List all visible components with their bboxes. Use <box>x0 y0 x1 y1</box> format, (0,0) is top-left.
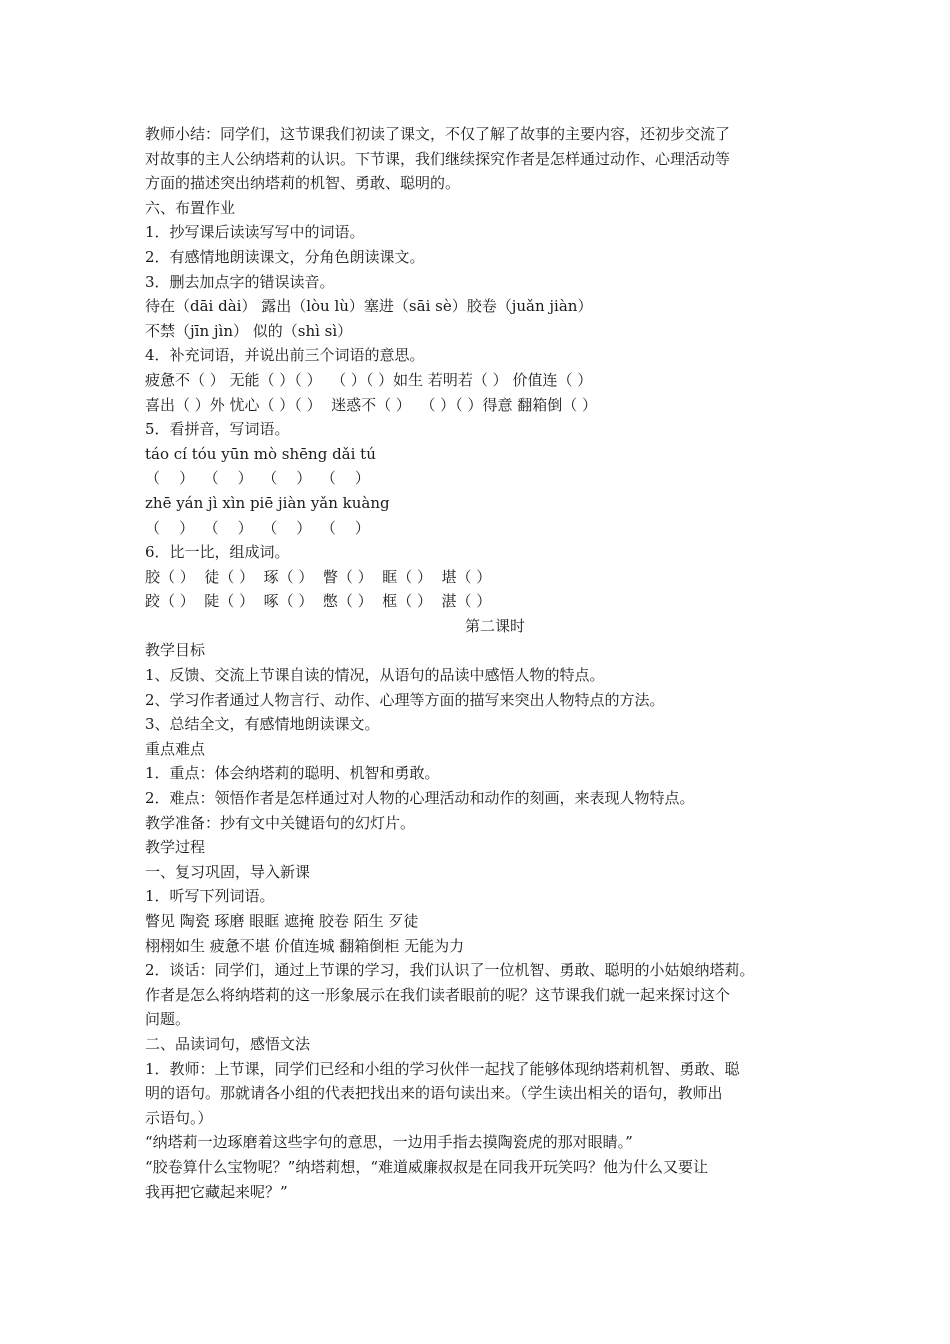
text-line: 作者是怎么将纳塔莉的这一形象展示在我们读者眼前的呢？这节课我们就一起来探讨这个 <box>145 985 731 1004</box>
text-line: 对故事的主人公纳塔莉的认识。下节课，我们继续探究作者是怎样通过动作、心理活动等 <box>145 149 731 168</box>
section-heading: 六、布置作业 <box>145 198 236 217</box>
text-line: 1．抄写课后读读写写中的词语。 <box>145 223 365 242</box>
text-line: 1、反馈、交流上节课自读的情况，从语句的品读中感悟人物的特点。 <box>145 666 605 685</box>
text-line: 6．比一比，组成词。 <box>145 543 290 562</box>
document-page <box>145 122 845 1204</box>
text-line: 2．谈话：同学们，通过上节课的学习，我们认识了一位机智、勇敢、聪明的小姑娘纳塔莉。 <box>145 961 755 980</box>
pinyin-line: táo cí tóu yūn mò shēng dǎi tú <box>145 444 376 463</box>
text-line: 明的语句。那就请各小组的代表把找出来的语句读出来。（学生读出相关的语句，教师出 <box>145 1084 723 1103</box>
text-line: 瞥见 陶瓷 琢磨 眼眶 遮掩 胶卷 陌生 歹徒 <box>145 912 419 930</box>
blank-line: （ ） （ ） （ ） （ ） <box>145 469 370 488</box>
text-line: 1．教师：上节课，同学们已经和小组的学习伙伴一起找了能够体现纳塔莉机智、勇敢、聪 <box>145 1059 740 1078</box>
text-line: 教学准备：抄有文中关键语句的幻灯片。 <box>145 813 416 832</box>
text-line: 3、总结全文，有感情地朗读课文。 <box>145 715 380 734</box>
text-line: 示语句。） <box>145 1108 213 1127</box>
text-line: 2．有感情地朗读课文，分角色朗读课文。 <box>145 247 425 266</box>
text-line: 3．删去加点字的错误读音。 <box>145 272 335 291</box>
section-heading: 教学目标 <box>145 641 206 660</box>
text-line: 不禁（jīn jìn） 似的（shì sì） <box>145 321 353 340</box>
text-line: 1．听写下列词语。 <box>145 887 275 906</box>
text-line: 5．看拼音，写词语。 <box>145 420 290 439</box>
blank-line: （ ） （ ） （ ） （ ） <box>145 518 370 537</box>
text-line: 问题。 <box>145 1010 191 1029</box>
section-heading: 重点难点 <box>145 739 206 758</box>
text-line: 胶（ ） 徒（ ） 琢（ ） 瞥（ ） 眶（ ） 堪（ ） <box>145 567 492 586</box>
quote-line: 我再把它藏起来呢？” <box>145 1182 288 1201</box>
quote-line: “纳塔莉一边琢磨着这些字句的意思，一边用手指去摸陶瓷虎的那对眼睛。” <box>145 1133 633 1152</box>
text-line: 方面的描述突出纳塔莉的机智、勇敢、聪明的。 <box>145 174 461 193</box>
section-heading: 一、复习巩固，导入新课 <box>145 862 311 881</box>
text-line: 待在（dāi dài） 露出（lòu lù）塞进（sāi sè）胶卷（juǎn jiàn） <box>145 297 593 316</box>
text-line: 疲惫不（ ） 无能（ ）（ ） （ ）（ ）如生 若明若（ ） 价值连（ ） <box>145 370 593 389</box>
text-line: 1．重点：体会纳塔莉的聪明、机智和勇敢。 <box>145 764 440 783</box>
section-heading: 二、品读词句，感悟文法 <box>145 1034 311 1053</box>
text-line: 4．补充词语，并说出前三个词语的意思。 <box>145 346 425 365</box>
section-heading: 教学过程 <box>145 838 206 857</box>
text-line: 2．难点：领悟作者是怎样通过对人物的心理活动和动作的刻画，来表现人物特点。 <box>145 789 695 808</box>
quote-line: “胶卷算什么宝物呢？”纳塔莉想，“难道威廉叔叔是在同我开玩笑吗？他为什么又要让 <box>145 1157 709 1176</box>
lesson-title: 第二课时 <box>464 616 525 635</box>
text-line: 教师小结：同学们，这节课我们初读了课文，不仅了解了故事的主要内容，还初步交流了 <box>145 125 731 143</box>
text-line: 跤（ ） 陡（ ） 啄（ ） 憋（ ） 框（ ） 湛（ ） <box>145 592 492 611</box>
pinyin-line: zhē yán jì xìn piē jiàn yǎn kuàng <box>145 493 390 512</box>
text-line: 栩栩如生 疲惫不堪 价值连城 翻箱倒柜 无能为力 <box>145 936 465 955</box>
text-line: 2、学习作者通过人物言行、动作、心理等方面的描写来突出人物特点的方法。 <box>145 690 665 709</box>
text-line: 喜出（ ）外 忧心（ ）（ ） 迷惑不（ ） （ ）（ ）得意 翻箱倒（ ） <box>145 395 597 414</box>
